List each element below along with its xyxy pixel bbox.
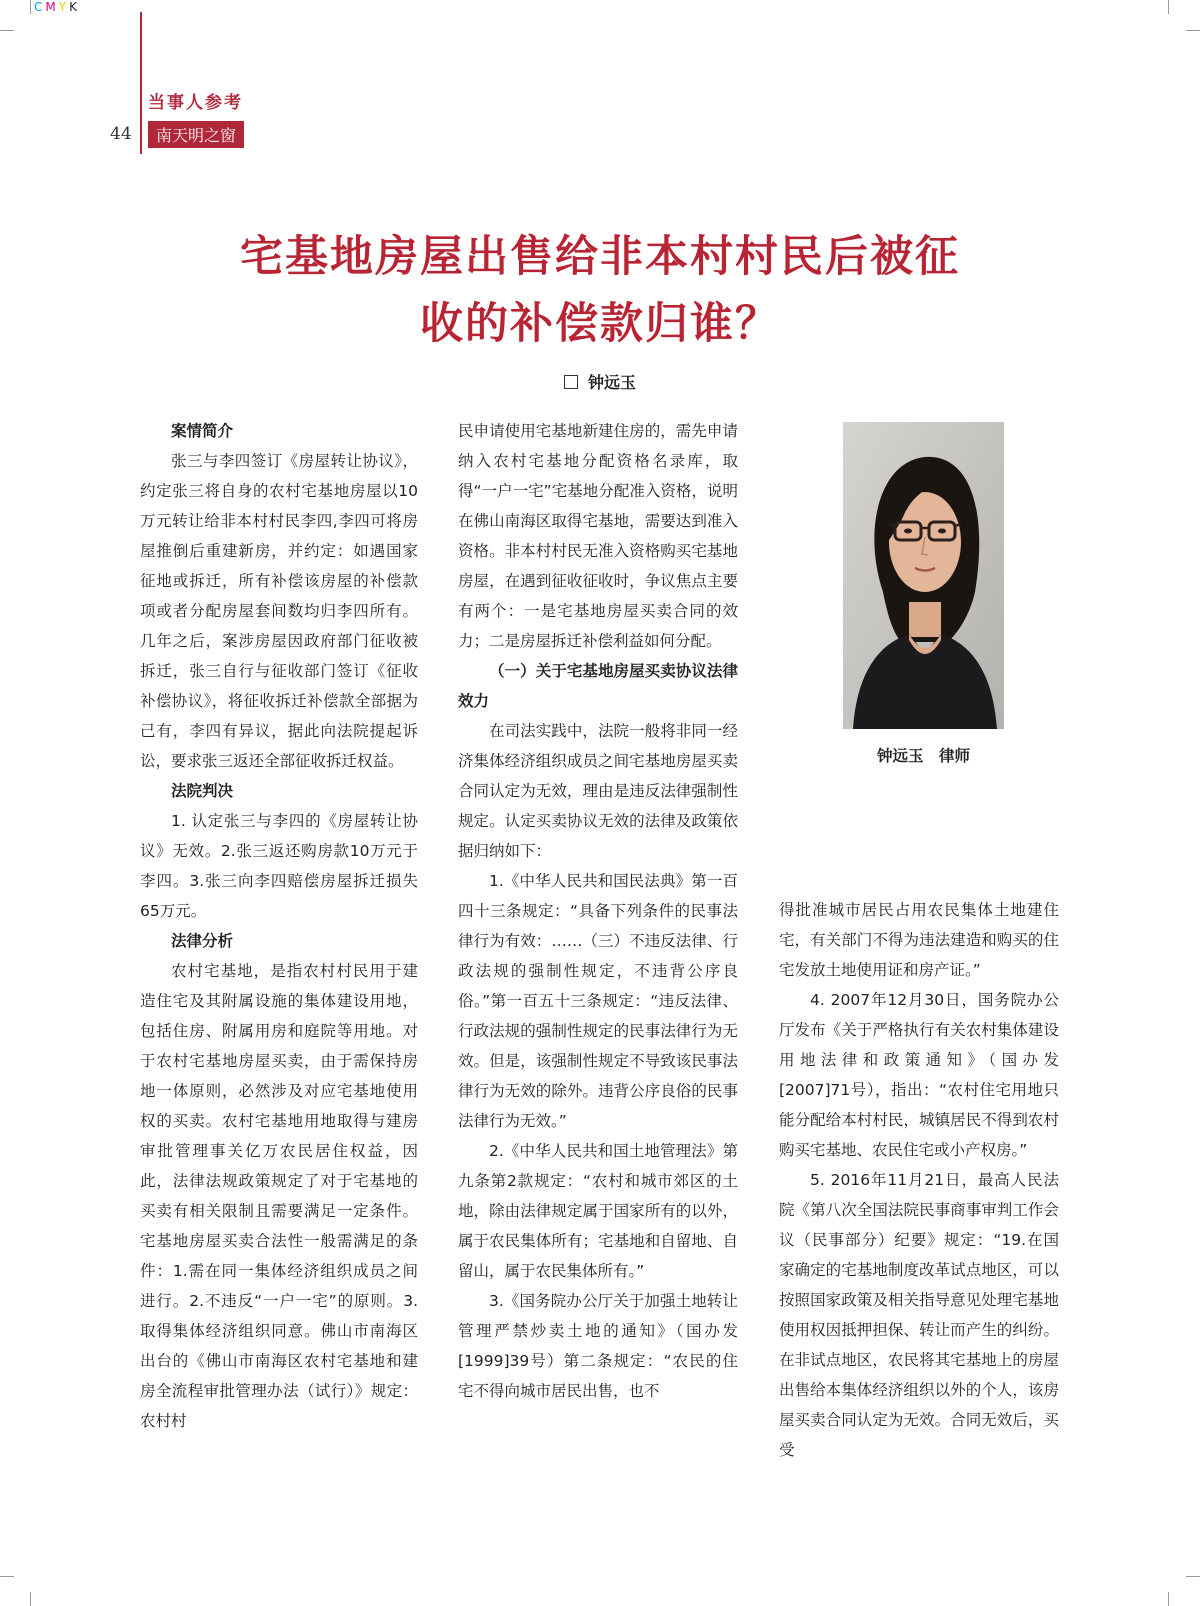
page-number: 44: [110, 124, 132, 144]
cmyk-y: Y: [58, 0, 70, 14]
text-column-3: [779, 895, 1059, 1465]
text-column-2: [458, 416, 738, 1406]
cmyk-m: M: [45, 0, 59, 14]
paragraph: 4. 2007年12月30日，国务院办公厅发布《关于严格执行有关农村集体建设用地法律和政策通知》（国办发[2007]71号），指出：“农村住宅用地只能分配给本村村民，城镇居民不得到农村购买宅基地、农民住宅或小产权房。”: [779, 991, 1059, 1159]
photo-caption: 钟远玉 律师: [876, 747, 970, 765]
paragraph: 5. 2016年11月21日，最高人民法院《第八次全国法院民事商事审判工作会议（民事部分）纪要》规定：“19.在国家确定的宅基地制度改革试点地区，可以按照国家政策及相关指导意见处理宅基地使用权因抵押担保、转让而产生的纠纷。在非试点地区，农民将其宅基地上的房屋出售给本集体经济组织以外的个人，该房屋买卖合同认定为无效。合同无效后，买受: [779, 1171, 1059, 1459]
text-column-1: [140, 416, 418, 1436]
crop-mark: [1186, 1576, 1200, 1577]
article-title-line1: 宅基地房屋出售给非本村村民后被征: [240, 232, 960, 282]
header-rule: [140, 12, 142, 154]
portrait-illustration: [843, 422, 1004, 729]
paragraph: 农村宅基地，是指农村村民用于建造住宅及其附属设施的集体建设用地，包括住房、附属用房和庭院等用地。对于农村宅基地房屋买卖，由于需保持房地一体原则，必然涉及对应宅基地使用权的买卖。农村宅基地用地取得与建房审批管理事关亿万农民居住权益，因此，法律法规政策规定了对于宅基地的买卖有相关限制且需要满足一定条件。宅基地房屋买卖合法性一般需满足的条件：1.需在同一集体经济组织成员之间进行。2.不违反“一户一宅”的原则。3.取得集体经济组织同意。佛山市南海区出台的《佛山市南海区农村宅基地和建房全流程审批管理办法（试行）》规定：农村村: [140, 962, 418, 1430]
paragraph: 在司法实践中，法院一般将非同一经济集体经济组织成员之间宅基地房屋买卖合同认定为无效，理由是违反法律强制性规定。认定买卖协议无效的法律及政策依据归纳如下：: [458, 722, 738, 860]
byline: [0, 370, 1200, 393]
paragraph: 得批准城市居民占用农民集体土地建住宅，有关部门不得为违法建造和购买的住宅发放土地使用证和房产证。”: [779, 901, 1059, 979]
crop-mark: [30, 1592, 31, 1606]
paragraph: 民申请使用宅基地新建住房的，需先申请纳入农村宅基地分配资格名录库，取得“一户一宅”宅基地分配准入资格，说明在佛山南海区取得宅基地，需要达到准入资格。非本村村民无准入资格购买宅基地房屋，在遇到征收征收时，争议焦点主要有两个：一是宅基地房屋买卖合同的效力；二是房屋拆迁补偿利益如何分配。: [458, 422, 738, 650]
cmyk-c: C: [34, 0, 46, 14]
section-heading: 法院判决: [171, 782, 234, 800]
byline-box-icon: [564, 375, 578, 389]
column-badge: 南天明之窗: [148, 121, 244, 148]
crop-mark: [0, 1576, 14, 1577]
author-portrait: [843, 422, 1004, 729]
section-heading: 案情简介: [171, 422, 234, 440]
paragraph: 3.《国务院办公厅关于加强土地转让管理严禁炒卖土地的通知》（国办发[1999]39号）第二条规定：“农民的住宅不得向城市居民出售，也不: [458, 1292, 738, 1400]
cmyk-color-bar: [34, 0, 80, 14]
paragraph: 2.《中华人民共和国土地管理法》第九条第2款规定：“农村和城市郊区的土地，除由法律规定属于国家所有的以外，属于农民集体所有；宅基地和自留地、自留山，属于农民集体所有。”: [458, 1142, 738, 1280]
paragraph: 张三与李四签订《房屋转让协议》，约定张三将自身的农村宅基地房屋以10万元转让给非本村村民李四,李四可将房屋推倒后重建新房，并约定：如遇国家征地或拆迁，所有补偿该房屋的补偿款项或者分配房屋套间数均归李四所有。几年之后，案涉房屋因政府部门征收被拆迁，张三自行与征收部门签订《征收补偿协议》，将征收拆迁补偿款全部据为己有，李四有异议，据此向法院提起诉讼，要求张三返还全部征收拆迁权益。: [140, 452, 418, 770]
article-title-line2: 收的补偿款归谁？: [420, 299, 780, 349]
crop-mark: [0, 30, 14, 31]
section-label: 当事人参考: [148, 93, 243, 113]
section-heading: 法律分析: [171, 932, 234, 950]
author-name: 钟远玉: [587, 373, 636, 392]
paragraph: 1. 认定张三与李四的《房屋转让协议》无效。2.张三返还购房款10万元于李四。3.张三向李四赔偿房屋拆迁损失65万元。: [140, 812, 418, 920]
subsection-heading: （一）关于宅基地房屋买卖协议法律效力: [458, 662, 738, 710]
paragraph: 1.《中华人民共和国民法典》第一百四十三条规定：“具备下列条件的民事法律行为有效：……（三）不违反法律、行政法规的强制性规定，不违背公序良俗。”第一百五十三条规定：“违反法律、行政法规的强制性规定的民事法律行为无效。但是，该强制性规定不导致该民事法律行为无效的除外。违背公序良俗的民事法律行为无效。”: [458, 872, 738, 1130]
crop-mark: [1186, 30, 1200, 31]
crop-mark: [1168, 0, 1169, 14]
cmyk-k: K: [69, 0, 80, 14]
crop-mark: [1168, 1592, 1169, 1606]
crop-mark: [30, 0, 31, 14]
